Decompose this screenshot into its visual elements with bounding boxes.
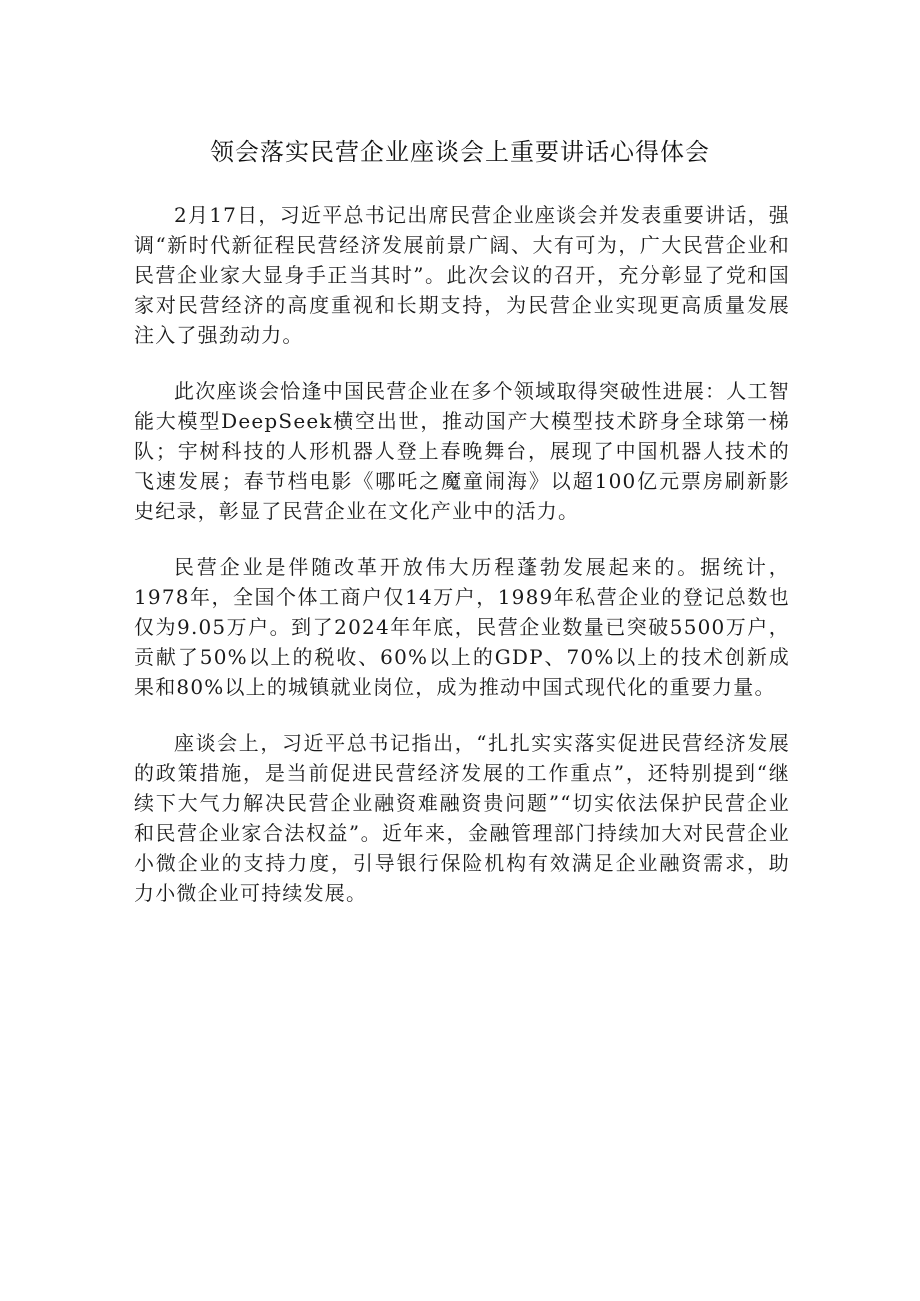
paragraph-4: 座谈会上，习近平总书记指出，“扎扎实实落实促进民营经济发展的政策措施，是当前促进民营经济发展的工作重点”，还特别提到“继续下大气力解决民营企业融资难融资贵问题”“切实依法保护民营企业和民营企业家合法权益”。近年来，金融管理部门持续加大对民营企业小微企业的支持力度，引导银行保险机构有效满足企业融资需求，助力小微企业可持续发展。	[134, 731, 790, 905]
document-title: 领会落实民营企业座谈会上重要讲话心得体会	[210, 138, 710, 166]
document-body	[134, 200, 790, 908]
paragraph-2: 此次座谈会恰逢中国民营企业在多个领域取得突破性进展：人工智能大模型DeepSeek横空出世，推动国产大模型技术跻身全球第一梯队；宇树科技的人形机器人登上春晚舞台，展现了中国机器人技术的飞速发展；春节档电影《哪吒之魔童闹海》以超100亿元票房刷新影史纪录，彰显了民营企业在文化产业中的活力。	[134, 379, 790, 523]
paragraph-3: 民营企业是伴随改革开放伟大历程蓬勃发展起来的。据统计，1978年，全国个体工商户仅14万户，1989年私营企业的登记总数也仅为9.05万户。到了2024年年底，民营企业数量已突破5500万户，贡献了50%以上的税收、60%以上的GDP、70%以上的技术创新成果和80%以上的城镇就业岗位，成为推动中国式现代化的重要力量。	[134, 555, 790, 699]
paragraph-1: 2月17日，习近平总书记出席民营企业座谈会并发表重要讲话，强调“新时代新征程民营经济发展前景广阔、大有可为，广大民营企业和民营企业家大显身手正当其时”。此次会议的召开，充分彰显了党和国家对民营经济的高度重视和长期支持，为民营企业实现更高质量发展注入了强劲动力。	[134, 203, 790, 347]
